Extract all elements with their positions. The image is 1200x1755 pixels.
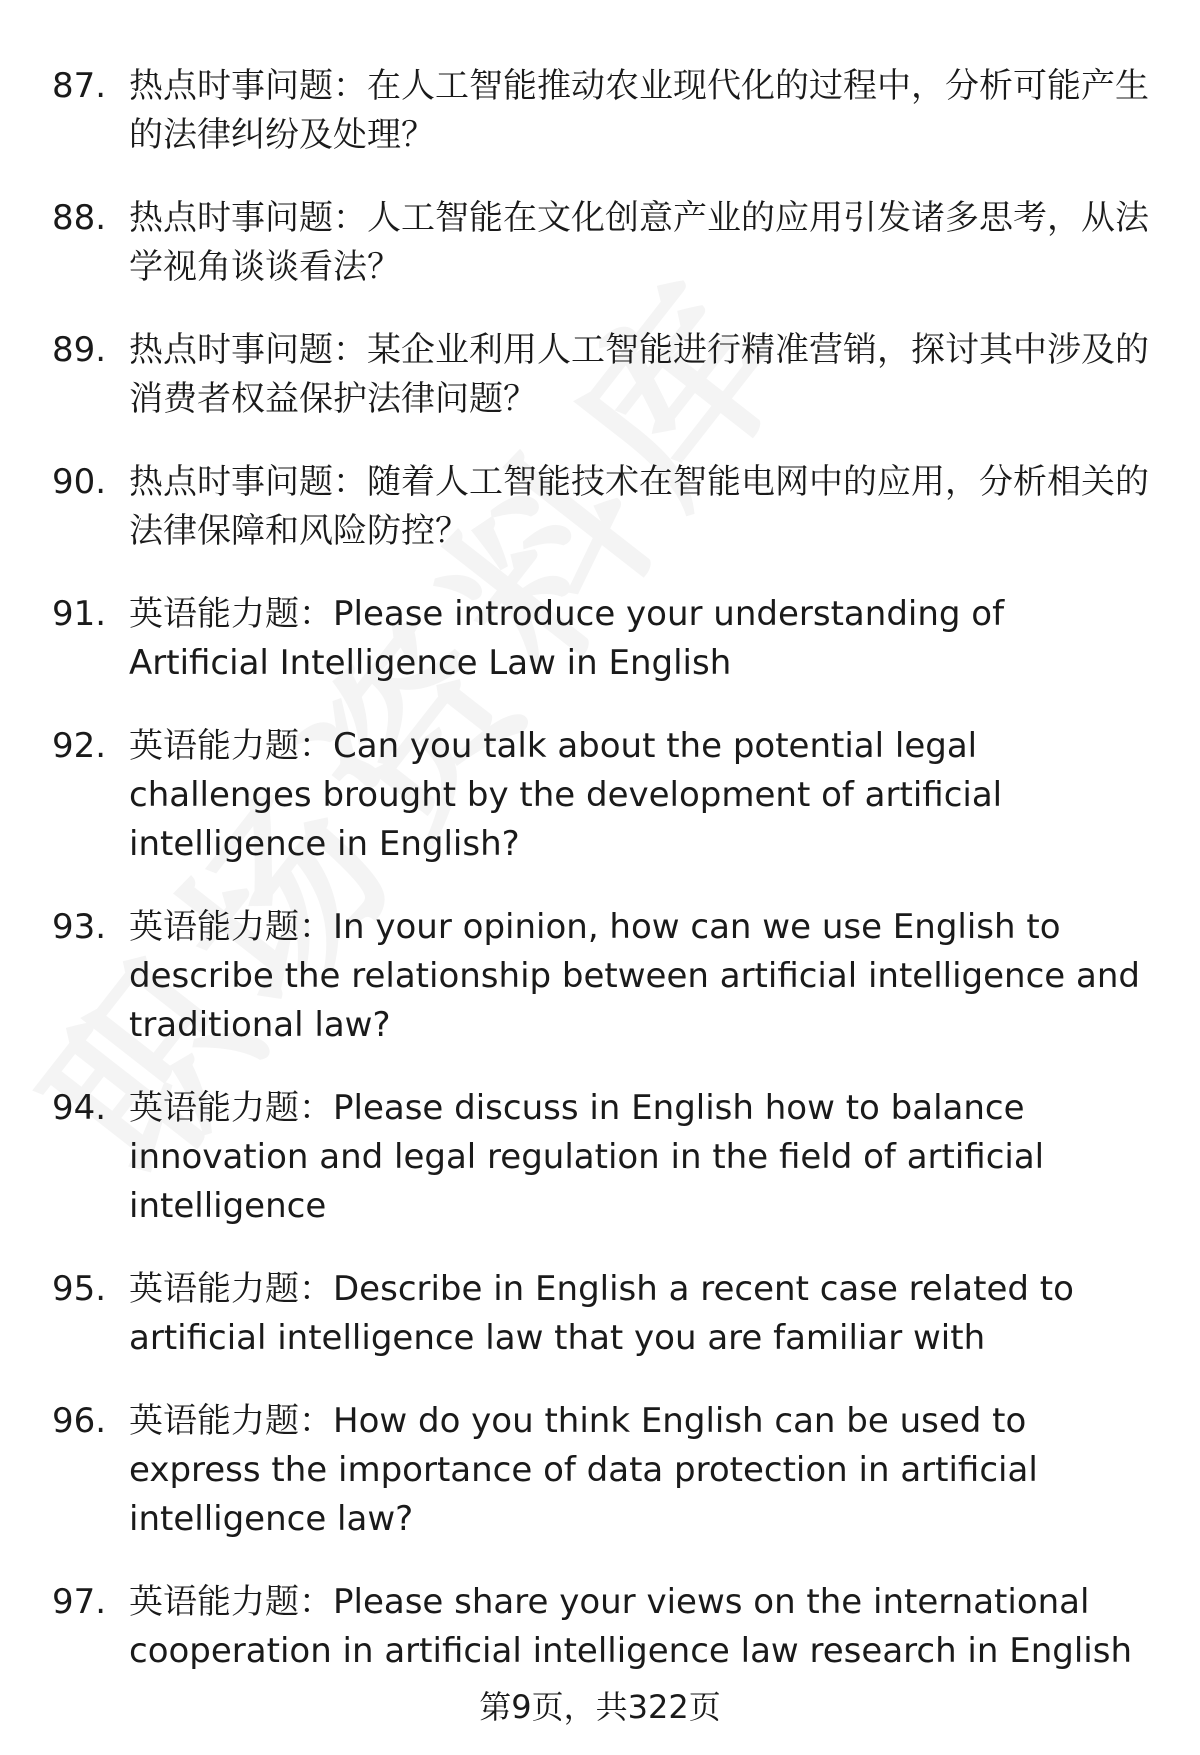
question-text: Describe in English a recent case related to artificial intelligence law that you are familiar with [129, 1269, 1074, 1358]
question-number: 91. [52, 594, 107, 634]
question-number: 89. [52, 330, 107, 370]
question-item [0, 194, 1200, 292]
question-number: 88. [52, 198, 107, 238]
question-number: 92. [52, 726, 107, 766]
question-number: 93. [52, 907, 107, 947]
question-text: Please share your views on the international cooperation in artificial intelligence law research in English [129, 1582, 1132, 1671]
page-footer [0, 1685, 1200, 1729]
question-category: 英语能力题： [129, 1088, 333, 1128]
question-category: 热点时事问题： [129, 462, 367, 502]
question-text: 人工智能在文化创意产业的应用引发诸多思考，从法学视角谈谈看法？ [129, 198, 1149, 287]
question-item [0, 1578, 1200, 1676]
page-number-label: 第9页，共322页 [479, 1688, 721, 1726]
question-number: 96. [52, 1401, 107, 1441]
question-category: 英语能力题： [129, 1401, 333, 1441]
question-category: 英语能力题： [129, 1269, 333, 1309]
question-body [129, 1265, 1149, 1363]
question-category: 热点时事问题： [129, 66, 367, 106]
question-body [129, 458, 1149, 556]
question-body [129, 903, 1149, 1050]
question-body [129, 194, 1149, 292]
question-body [129, 1084, 1149, 1231]
question-body [129, 1578, 1149, 1676]
question-text: Can you talk about the potential legal challenges brought by the development of artificial intelligence in English? [129, 726, 1003, 864]
question-item [0, 1397, 1200, 1544]
question-category: 英语能力题： [129, 907, 333, 947]
question-item [0, 903, 1200, 1050]
question-body [129, 1397, 1149, 1544]
question-body [129, 590, 1149, 688]
question-body [129, 722, 1149, 869]
question-text: 随着人工智能技术在智能电网中的应用，分析相关的法律保障和风险防控？ [129, 462, 1149, 551]
question-item [0, 722, 1200, 869]
question-item [0, 326, 1200, 424]
question-body [129, 62, 1149, 160]
question-text: 在人工智能推动农业现代化的过程中，分析可能产生的法律纠纷及处理？ [129, 66, 1149, 155]
question-body [129, 326, 1149, 424]
question-text: Please discuss in English how to balance innovation and legal regulation in the field of artificial intelligence [129, 1088, 1045, 1226]
question-number: 95. [52, 1269, 107, 1309]
question-category: 热点时事问题： [129, 330, 367, 370]
question-category: 热点时事问题： [129, 198, 367, 238]
question-text: In your opinion, how can we use English to describe the relationship between artificial intelligence and traditional law? [129, 907, 1140, 1045]
question-number: 90. [52, 462, 107, 502]
question-item [0, 1084, 1200, 1231]
question-number: 94. [52, 1088, 107, 1128]
question-text: 某企业利用人工智能进行精准营销，探讨其中涉及的消费者权益保护法律问题？ [129, 330, 1149, 419]
question-item [0, 62, 1200, 160]
question-number: 97. [52, 1582, 107, 1622]
question-item [0, 590, 1200, 688]
question-number: 87. [52, 66, 107, 106]
question-category: 英语能力题： [129, 1582, 333, 1622]
question-text: Please introduce your understanding of Artificial Intelligence Law in English [129, 594, 1005, 683]
question-text: How do you think English can be used to express the importance of data protection in artificial intelligence law? [129, 1401, 1038, 1539]
question-item [0, 458, 1200, 556]
question-list [0, 62, 1200, 1710]
question-category: 英语能力题： [129, 594, 333, 634]
question-category: 英语能力题： [129, 726, 333, 766]
question-item [0, 1265, 1200, 1363]
